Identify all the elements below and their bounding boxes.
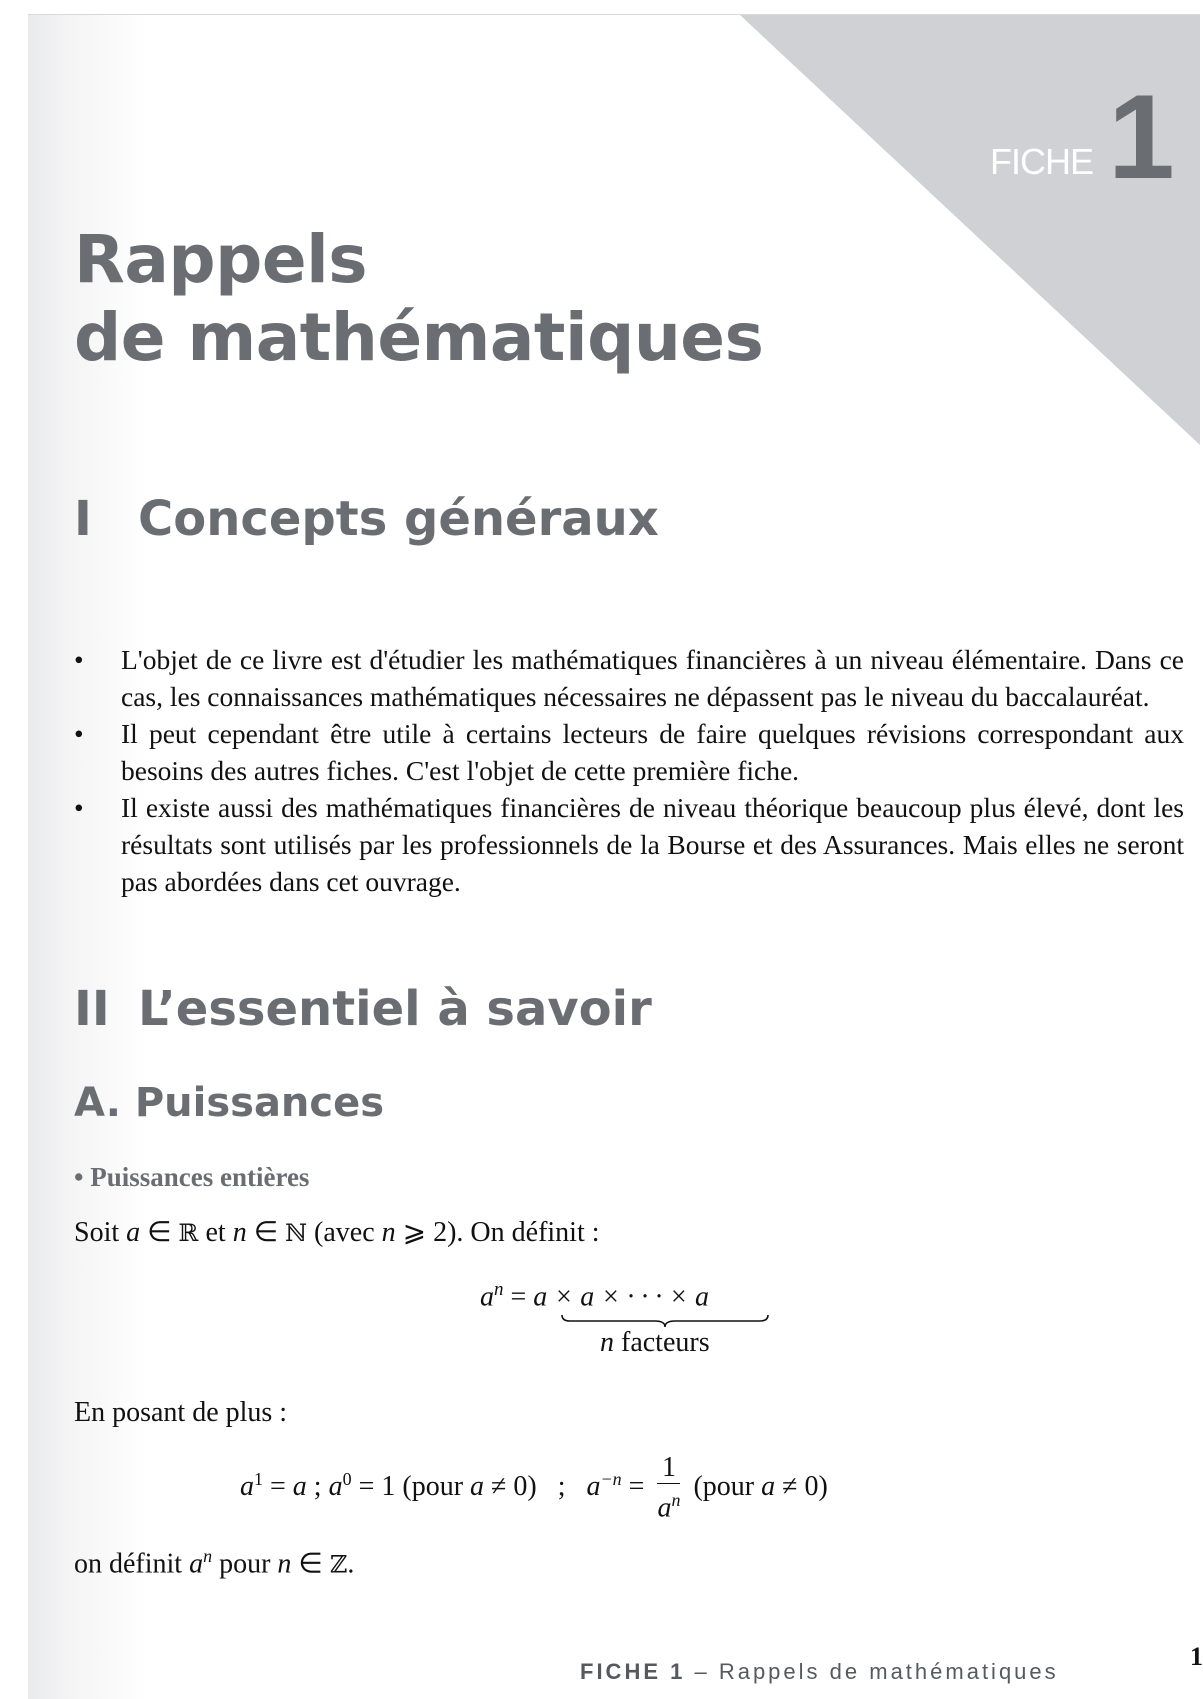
footer-title: Rappels de mathématiques <box>718 1659 1059 1684</box>
math-var: a <box>761 1471 776 1503</box>
bullet-marker: • <box>74 644 84 675</box>
title-line-1: Rappels <box>74 221 368 298</box>
text: facteurs <box>614 1327 710 1359</box>
text: . <box>347 1548 355 1580</box>
list-item <box>74 715 1184 789</box>
power-definition-formula <box>480 1279 780 1359</box>
math-op: = <box>621 1471 652 1503</box>
subheading-puissances-entieres: • Puissances entières <box>74 1162 310 1192</box>
math-var: n <box>277 1548 292 1580</box>
fraction-numerator: 1 <box>657 1453 680 1484</box>
bullet-marker: • <box>74 792 84 823</box>
footer-dash: – <box>685 1659 719 1684</box>
document-page <box>28 14 1200 1699</box>
math-exponent: −n <box>600 1468 622 1489</box>
text: et <box>198 1217 233 1248</box>
list-item <box>74 789 1184 900</box>
math-var: n <box>232 1217 247 1248</box>
math-var: a <box>328 1471 343 1503</box>
subsection-a-heading: A. Puissances <box>74 1080 385 1126</box>
math-var: a <box>292 1471 307 1503</box>
fraction <box>657 1453 680 1524</box>
bullet-text: L'objet de ce livre est d'étudier les mathématiques financières à un niveau élémentaire. Dans ce cas, les connaissances mathématiques nécessaires ne dépassent pas le niveau du baccalauréat. <box>121 644 1184 712</box>
text: Soit <box>74 1217 127 1248</box>
posant-text: En posant de plus : <box>74 1397 288 1428</box>
power-extension-formula <box>240 1453 828 1524</box>
page-title <box>74 221 763 377</box>
section-1-title: Concepts généraux <box>138 491 659 547</box>
math-var: n <box>381 1217 396 1248</box>
fiche-number: 1 <box>1108 70 1175 204</box>
math-exponent: n <box>203 1546 213 1566</box>
math-op: = <box>503 1281 534 1313</box>
bullet-marker: • <box>74 718 84 749</box>
text: ≠ 0) <box>484 1471 537 1503</box>
bullet-text: Il peut cependant être utile à certains lecteurs de faire quelques révisions correspondant aux besoins des autres fiches. C'est l'objet de cette première fiche. <box>121 718 1184 786</box>
text: ⩾ 2). On définit : <box>395 1217 600 1248</box>
math-product: a × a × · · · × a <box>533 1281 709 1313</box>
section-1-number: I <box>74 491 92 547</box>
separator: ; <box>536 1471 587 1503</box>
math-var: a <box>126 1217 141 1248</box>
math-exponent: n <box>671 1490 681 1510</box>
footer-fiche: FICHE 1 <box>580 1659 686 1684</box>
math-var: a <box>240 1471 254 1503</box>
section-2-number: II <box>74 981 110 1037</box>
math-op: = <box>263 1471 293 1503</box>
conclusion-text <box>74 1547 354 1578</box>
page-number: 1 <box>1190 1642 1203 1671</box>
text: pour <box>212 1548 278 1580</box>
math-exponent: 1 <box>254 1468 263 1489</box>
math-set-reals: ℝ <box>178 1219 199 1247</box>
bullet-list <box>74 641 1184 900</box>
math-op: ∈ <box>246 1217 286 1248</box>
math-var: a <box>189 1548 204 1580</box>
math-set-naturals: ℕ <box>285 1219 308 1247</box>
math-var: a <box>586 1471 601 1503</box>
math-exponent: 0 <box>342 1468 352 1489</box>
math-var: n <box>600 1327 614 1359</box>
math-op: ∈ <box>291 1548 330 1580</box>
fraction-denominator <box>657 1484 680 1524</box>
text: (pour <box>686 1471 762 1503</box>
math-exponent: n <box>494 1279 504 1300</box>
section-2-title: L’essentiel à savoir <box>138 981 652 1037</box>
math-op: ∈ <box>140 1217 179 1248</box>
text: ≠ 0) <box>775 1471 828 1503</box>
math-var: a <box>470 1471 485 1503</box>
intro-paragraph <box>74 1219 600 1247</box>
text: on définit <box>74 1548 190 1580</box>
text: ; <box>306 1471 329 1503</box>
bullet-text: Il existe aussi des mathématiques financières de niveau théorique beaucoup plus élevé, dont les résultats sont utilisés par les professionnels de la Bourse et des Assurances. Mais elles ne seront pas abordées dans cet ouvrage. <box>121 792 1184 897</box>
fiche-label: FICHE <box>990 141 1093 182</box>
text: = 1 (pour <box>351 1471 471 1503</box>
section-1-heading <box>74 491 659 547</box>
page-footer <box>580 1659 1059 1685</box>
section-2-heading <box>74 981 652 1037</box>
text: (avec <box>307 1217 382 1248</box>
math-var: a <box>657 1492 672 1524</box>
math-set-integers: ℤ <box>329 1550 348 1579</box>
title-line-2: de mathématiques <box>74 299 764 376</box>
underbrace-label <box>600 1327 780 1359</box>
list-item <box>74 641 1184 715</box>
math-var: a <box>480 1281 494 1313</box>
